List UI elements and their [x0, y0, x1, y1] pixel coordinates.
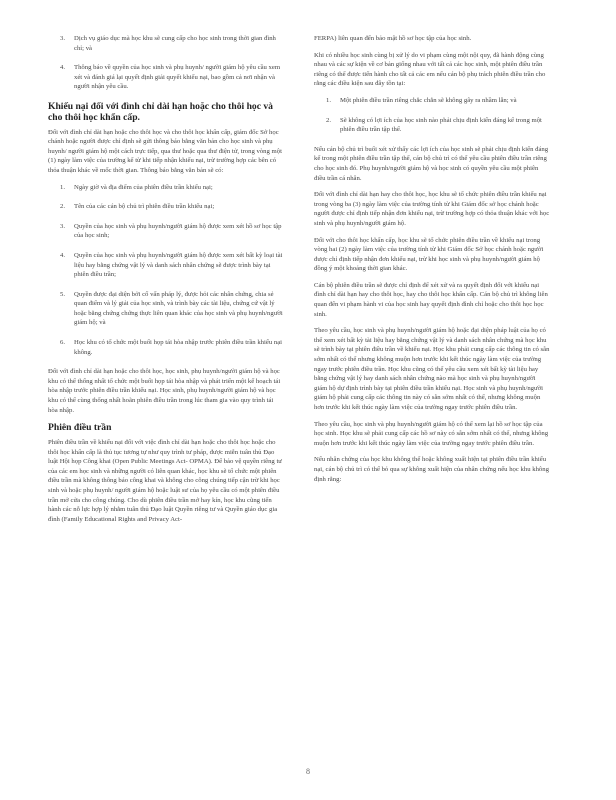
list-item: 4. Quyền của học sinh và phụ huynh/người giám hộ được xem xét bất kỳ loại tài liệu hay bằng chứng vật lý và danh sách nhân chứng sẽ được trình bày tại phiên điều trần; [60, 251, 283, 279]
condition-list [314, 96, 550, 135]
list-item: 3. Quyền của học sinh và phụ huynh/người giám hộ được xem xét hồ sơ học tập của học sinh; [60, 222, 282, 240]
paragraph: Đối với đình chỉ dài hạn hay cho thôi học, học khu sẽ tổ chức phiên điều trần khiếu nại trong vòng ba (3) ngày làm việc của trường tính từ khi Giám đốc sở học chánh hoặc người được chỉ định tiếp nhận đơn khiếu nại, trừ trường hợp có thỏa thuận khác với học sinh và phụ huynh/người giám hộ. [314, 191, 550, 227]
list-item: 4. Thông báo về quyền của học sinh và phụ huynh/ người giám hộ yêu cầu xem xét và đánh giá lại quyết định giải quyết khiếu nại, bao gồm cả nơi nhận và người nhận yêu cầu. [60, 64, 281, 91]
paragraph: Nếu cán bộ chủ trì buổi xét xử thấy các lợi ích của học sinh sẽ phải chịu định kiến đáng kể trong một phiên điều trần tập thể, cán bộ chủ trì có thể yêu cầu phiên điều trần riêng cho học sinh đó. Phụ huynh/người giám hộ và học sinh có quyền yêu cầu một phiên điều trần cá nhân. [314, 145, 549, 182]
paragraph: Nếu nhân chứng của học khu không thể hoặc không xuất hiện tại phiên điều trần khiếu nại, cán bộ chủ trì có thể bỏ qua sự không xuất hiện của nhân chứng nếu học khu không định rằng: [314, 456, 549, 483]
section-heading-appeal: Khiếu nại đối với đình chỉ dài hạn hoặc cho thôi học và cho thôi học khẩn cấp. [48, 100, 273, 123]
paragraph: Cán bộ phiên điều trần sẽ được chỉ định để xét xử và ra quyết định đối với khiếu nại đình chỉ dài hạn hay cho thôi học, hay cho thôi học khẩn cấp. Cán bộ chủ trì không liên quan đến vi phạm hành vi của học sinh hay quyết định đình chỉ hoặc cho thôi học học sinh. [314, 281, 548, 318]
list-item: 2. Sẽ không có lợi ích của học sinh nào phải chịu định kiến đáng kể trong một phiên điều trần tập thể. [326, 116, 542, 134]
paragraph: Theo yêu cầu, học sinh và phụ huynh/người giám hộ hoặc đại diện pháp luật của họ có thể xem xét bất kỳ tài liệu hay bằng chứng vật lý và danh sách nhân chứng mà học khu sẽ trình bày tại phiên điều trần về khiếu nại. Học khu phải cung cấp các thông tin có sẵn sớm nhất có thể nhưng không muộn hơn trước khi kết thúc ngày làm việc của trường ngay trước phiên điều trần. Học khu cũng có thể yêu cầu xem xét bất kỳ tài liệu hay bằng chứng vật lý hay danh sách nhân chứng nào mà học sinh và phụ huynh/người giám hộ dự định trình bày tại phiên điều trần khiếu nại. Học sinh và phụ huynh/người giám hộ phải cung cấp các thông tin này có sẵn sớm nhất có thể, nhưng không muộn hơn trước khi kết thúc ngày làm việc của trường ngay trước phiên điều trần. [314, 327, 550, 411]
paragraph: FERPA) liên quan đến bảo mật hồ sơ học tập của học sinh. [314, 35, 472, 42]
list-item: 3. Dịch vụ giáo dục mà học khu sẽ cung cấp cho học sinh trong thời gian đình chỉ; và [60, 35, 276, 52]
paragraph: Đối với cho thôi học khẩn cấp, học khu sẽ tổ chức phiên điều trần về khiếu nại trong vòng hai (2) ngày làm việc của trường tính từ khi Giám đốc Sở học chánh hoặc người được chỉ định tiếp nhận đơn khiếu nại, trừ khi học sinh và phụ huynh/người giám hộ đồng ý một khoảng thời gian khác. [314, 236, 544, 273]
paragraph: Khi có nhiều học sinh cùng bị xử lý do vi phạm cùng một nội quy, đã hành động cùng nhau và các sự kiện về cơ bản giống nhau với tất cả các học sinh, một phiên điều trần riêng có thể được tiến hành cho tất cả các em nếu cán bộ phụ trách phiên điều trần cho rằng các điều kiện sau đây tồn tại: [314, 51, 546, 88]
paragraph: Theo yêu cầu, học sinh và phụ huynh/người giám hộ có thể xem lại hồ sơ học tập của học sinh. Học khu sẽ phải cung cấp các hồ sơ này có sẵn sớm nhất có thể, nhưng không muộn hơn trước khi kết thúc ngày làm việc của trường ngay trước phiên điều trần. [314, 420, 549, 447]
list-item: 5. Quyền được đại diện bởi cố vấn pháp lý, được hỏi các nhân chứng, chia sẻ quan điểm và lý giải của học sinh, và trình bày các tài liệu, chứng cứ vật lý hoặc bằng chứng chứng thực liên quan khác của học sinh và phụ huynh/người giám hộ; và [60, 290, 283, 327]
list-item: 1. Một phiên điều trần riêng chắc chắn sẽ không gây ra nhầm lẫn; và [326, 96, 517, 104]
paragraph: Phiên điều trần về khiếu nại đối với việc đình chỉ dài hạn hoặc cho thôi học hoặc cho thôi học khẩn cấp là thủ tục tương tự như quy trình tư pháp, được miễn tuân thủ Đạo luật Hội họp Công khai (Open Public Meetings Act- OPMA). Để bảo vệ quyền riêng tư của các em học sinh và những người có liên quan khác, học khu sẽ tổ chức một phiên điều trần mà không thông báo công khai và không cho công chúng tiếp cận trừ khi học sinh và hoặc phụ huynh/ người giám hộ hoặc luật sư của họ yêu cầu có một phiên điều trần mở cửa cho công chúng. Cho dù phiên điều trần mở hay kín, học khu cũng tiến hành các nỗ lực hợp lý nhằm tuân thủ Đạo luật Quyền riêng tư và Quyền giáo dục gia đình (Family Educational Rights and Privacy Act- [48, 439, 282, 523]
list-item: 1. Ngày giờ và địa điểm của phiên điều trần khiếu nại; [60, 183, 213, 191]
list-item: 6. Học khu có tổ chức một buổi họp tái hòa nhập trước phiên điều trần khiếu nại không. [60, 339, 283, 356]
right-column [314, 34, 550, 491]
left-column [48, 34, 284, 531]
list-item: 2. Tên của các cán bộ chủ trì phiên điều trần khiếu nại; [60, 203, 215, 211]
paragraph: Đối với đình chỉ dài hạn hoặc cho thôi học, học sinh, phụ huynh/người giám hộ và học khu có thể thống nhất tổ chức một buổi họp tái hòa nhập và phát triển một kế hoạch tái hòa nhập trước phiên điều trần khiếu nại. Học sinh, phụ huynh/người giám hộ và học khu có thể cùng thống nhất hoãn phiên điều trần trong lúc tham gia vào quy trình tái hòa nhập. [48, 368, 281, 414]
notice-list [48, 183, 284, 358]
top-list [48, 34, 284, 92]
page-number: 8 [306, 767, 310, 776]
section-heading-hearing: Phiên điều trần [48, 422, 112, 434]
paragraph: Đối với đình chỉ dài hạn hoặc cho thôi học và cho thôi học khẩn cấp, giám đốc Sở học chánh hoặc người được chỉ định sẽ gửi thông báo bằng văn bản cho học sinh và phụ huynh/ người giám hộ một cách trực tiếp, qua thư hoặc qua thư điện tử, trong vòng một (1) ngày làm việc của trường kể từ khi tiếp nhận khiếu nại, trừ trường hợp các bên có thỏa thuận khác về mốc thời gian. Thông báo bằng văn bản sẽ có: [48, 128, 282, 174]
